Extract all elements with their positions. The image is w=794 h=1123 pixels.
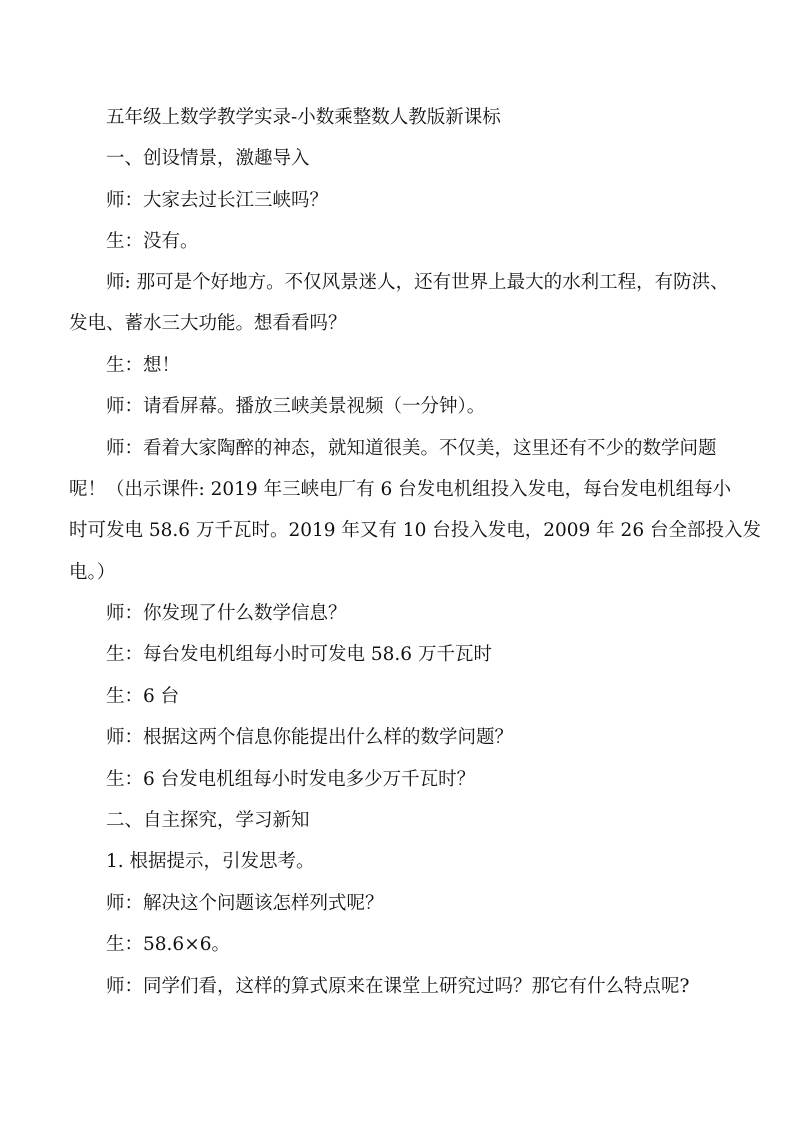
paragraph-line: 生：6 台发电机组每小时发电多少万千瓦时？ xyxy=(106,769,476,790)
paragraph-line: 时可发电 58.6 万千瓦时。2019 年又有 10 台投入发电，2009 年 26 台全部投入发 xyxy=(69,520,761,541)
paragraph-line: 生：每台发电机组每小时可发电 58.6 万千瓦时 xyxy=(106,644,492,665)
paragraph-line: 师：同学们看，这样的算式原来在课堂上研究过吗？那它有什么特点呢? xyxy=(106,976,690,997)
paragraph-line: 师：解决这个问题该怎样列式呢？ xyxy=(106,893,384,914)
paragraph-line: 电。） xyxy=(69,562,116,583)
paragraph-line: 生：想！ xyxy=(106,355,181,376)
paragraph-line: 师: 那可是个好地方。不仅风景迷人，还有世界上最大的水利工程，有防洪、 xyxy=(106,272,729,293)
paragraph-line: 生：6 台 xyxy=(106,686,180,707)
paragraph-line: 师：请看屏幕。播放三峡美景视频（一分钟）。 xyxy=(106,396,486,417)
paragraph-line: 发电、蓄水三大功能。想看看吗？ xyxy=(69,313,347,334)
paragraph-line: 1. 根据提示，引发思考。 xyxy=(106,851,315,872)
section-heading-2: 二、自主探究，学习新知 xyxy=(106,810,310,831)
paragraph-line: 师：大家去过长江三峡吗？ xyxy=(106,190,329,211)
paragraph-line: 生：58.6×6。 xyxy=(106,934,230,955)
paragraph-line: 师：根据这两个信息你能提出什么样的数学问题？ xyxy=(106,727,514,748)
paragraph-line: 师：看着大家陶醉的神态，就知道很美。不仅美，这里还有不少的数学问题 xyxy=(106,438,717,459)
paragraph-line: 呢！（出示课件: 2019 年三峡电厂有 6 台发电机组投入发电，每台发电机组每小 xyxy=(69,479,732,500)
document-title: 五年级上数学教学实录-小数乘整数人教版新课标 xyxy=(106,107,501,128)
paragraph-line: 生：没有。 xyxy=(106,231,199,252)
paragraph-line: 师：你发现了什么数学信息？ xyxy=(106,603,347,624)
section-heading-1: 一、创设情景，激趣导入 xyxy=(106,148,310,169)
